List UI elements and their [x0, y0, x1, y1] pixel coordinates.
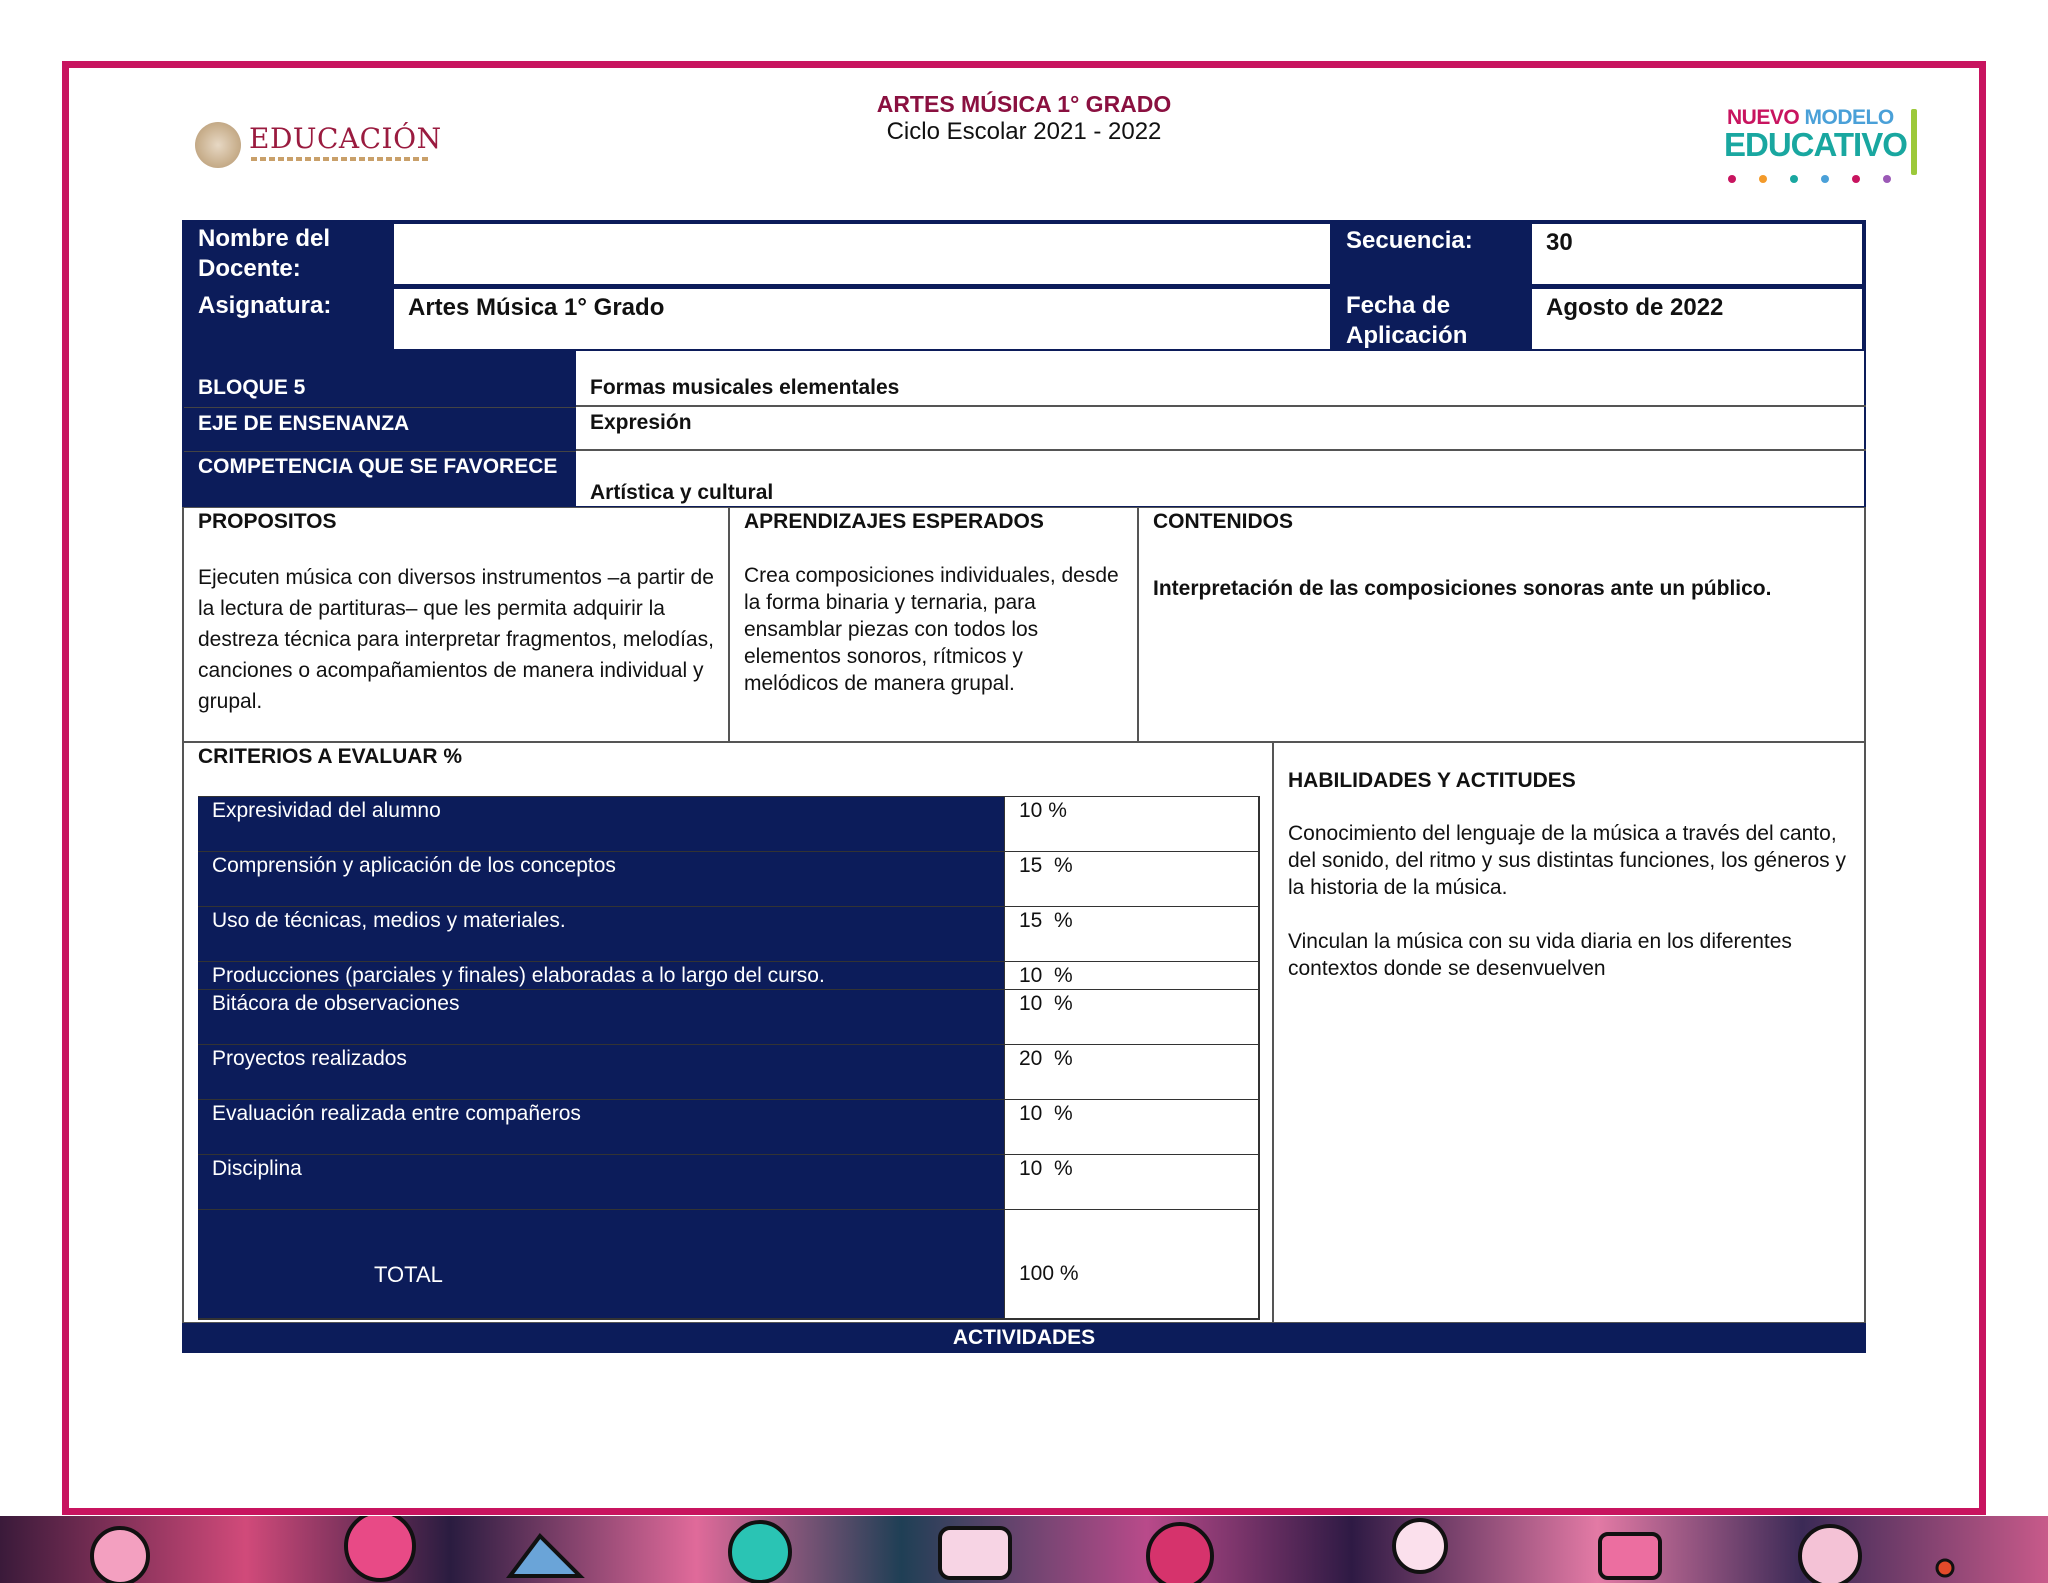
criterio-label: Comprensión y aplicación de los conceptos: [198, 852, 1004, 906]
habilidades-title: HABILIDADES Y ACTITUDES: [1288, 769, 1576, 792]
criterio-label: Evaluación realizada entre compañeros: [198, 1100, 1004, 1154]
criterio-label: Producciones (parciales y finales) elaboradas a lo largo del curso.: [198, 962, 1004, 989]
criterio-row: [198, 796, 1260, 851]
actividades-bar: [182, 1323, 1866, 1353]
criterio-value: 10 %: [1004, 962, 1260, 989]
contenidos-cell: [1139, 508, 1866, 742]
criterios-section: [182, 743, 1866, 1324]
bloque-value: Formas musicales elementales: [576, 351, 1866, 407]
document-subtitle: Ciclo Escolar 2021 - 2022: [886, 118, 1162, 145]
total-value: 100 %: [1004, 1210, 1260, 1318]
logo-line-2: EDUCATIVO: [1724, 126, 1907, 163]
criterio-value: 15 %: [1004, 852, 1260, 906]
propositos-cell: [184, 508, 730, 742]
criterio-label: Disciplina: [198, 1155, 1004, 1209]
criterios-cell: [184, 743, 1274, 1322]
criterio-row: [198, 989, 1260, 1044]
criterio-row: [198, 1044, 1260, 1099]
propositos-title: PROPOSITOS: [198, 510, 337, 533]
contenidos-text: Interpretación de las composiciones sonoras ante un público.: [1153, 577, 1772, 600]
habilidades-p1: Conocimiento del lenguaje de la música a través del canto, del sonido, del ritmo y sus distintas funciones, los géneros y la historia de la música.: [1288, 822, 1846, 899]
criterio-value: 10 %: [1004, 990, 1260, 1044]
criterio-value: 20 %: [1004, 1045, 1260, 1099]
criterio-label: Bitácora de observaciones: [198, 990, 1004, 1044]
criterio-value: 10 %: [1004, 1100, 1260, 1154]
logo-dots: [1728, 170, 1914, 188]
contenidos-title: CONTENIDOS: [1153, 510, 1294, 533]
eje-value: Expresión: [576, 407, 1866, 451]
document-title: ARTES MÚSICA 1° GRADO: [876, 91, 1172, 117]
info-table: [182, 220, 1866, 351]
criterio-value: 10 %: [1004, 797, 1260, 851]
asignatura-value: Artes Música 1° Grado: [394, 289, 1330, 349]
fecha-label: Fecha de Aplicación: [1346, 292, 1468, 349]
secuencia-label: Secuencia:: [1346, 227, 1473, 254]
competencia-label: COMPETENCIA QUE SE FAVORECE: [184, 451, 576, 508]
columns-table: [182, 507, 1866, 743]
docente-label: Nombre del Docente:: [198, 225, 331, 282]
criterio-row: [198, 1099, 1260, 1154]
secuencia-value: 30: [1532, 224, 1862, 284]
nuevo-modelo-logo: [1724, 106, 1924, 184]
habilidades-cell: [1274, 743, 1866, 1322]
criterios-title: CRITERIOS A EVALUAR %: [198, 745, 463, 768]
propositos-text: Ejecuten música con diversos instrumentos –a partir de la lectura de partituras– que les permita adquirir la destreza técnica para interpretar fragmentos, melodías, canciones o acompañamientos de manera individual y grupal.: [198, 566, 714, 713]
criterio-row: [198, 1154, 1260, 1209]
competencia-value: Artística y cultural: [590, 481, 774, 504]
total-label: TOTAL: [198, 1210, 1004, 1318]
criterio-row: [198, 851, 1260, 906]
logo-line-1: NUEVO MODELO: [1727, 106, 1894, 129]
criterio-value: 15 %: [1004, 907, 1260, 961]
bloque-label: BLOQUE 5: [184, 351, 576, 407]
eje-label: EJE DE ENSENANZA: [184, 407, 576, 451]
logo-word: EDUCACIÓN: [249, 122, 442, 155]
criterio-label: Proyectos realizados: [198, 1045, 1004, 1099]
aprendizajes-title: APRENDIZAJES ESPERADOS: [744, 510, 1044, 533]
criterio-label: Expresividad del alumno: [198, 797, 1004, 851]
criterio-value: 10 %: [1004, 1155, 1260, 1209]
asignatura-label: Asignatura:: [198, 292, 332, 319]
fecha-value: Agosto de 2022: [1532, 289, 1862, 349]
docente-field[interactable]: [394, 224, 1330, 284]
logo-bar: [1911, 109, 1917, 175]
criterio-label: Uso de técnicas, medios y materiales.: [198, 907, 1004, 961]
criterio-row: [198, 961, 1260, 989]
actividades-label: ACTIVIDADES: [952, 1326, 1096, 1349]
criterio-total-row: [198, 1209, 1260, 1320]
logo-subtitle-graphic: [251, 157, 431, 161]
habilidades-p2: Vinculan la música con su vida diaria en los diferentes contextos donde se desenvuelven: [1288, 930, 1792, 980]
aprendizajes-cell: [730, 508, 1139, 742]
decorative-bottom-banner: [0, 1516, 2048, 1583]
criterio-row: [198, 906, 1260, 961]
criterios-grid: [198, 796, 1260, 1322]
bloque-table: [182, 351, 1866, 508]
aprendizajes-text: Crea composiciones individuales, desde la forma binaria y ternaria, para ensamblar piezas con todos los elementos sonoros, rítmicos y melódicos de manera grupal.: [744, 564, 1119, 695]
